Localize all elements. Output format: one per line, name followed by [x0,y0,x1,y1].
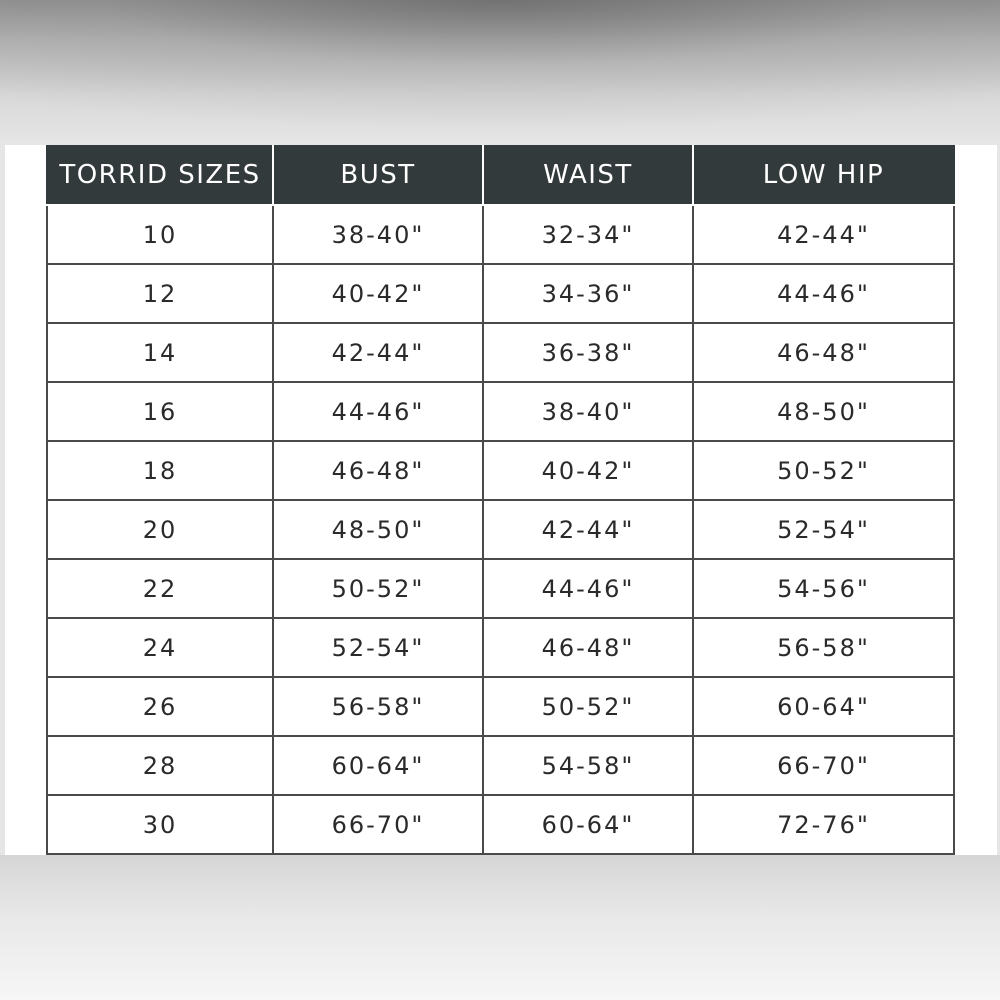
size-chart-sheet [5,145,997,855]
waist-cell: 46-48" [483,618,693,677]
low-hip-cell: 50-52" [693,441,954,500]
bust-cell: 44-46" [273,382,483,441]
size-cell: 26 [47,677,273,736]
low-hip-cell: 60-64" [693,677,954,736]
low-hip-cell: 56-58" [693,618,954,677]
size-cell: 14 [47,323,273,382]
bust-cell: 56-58" [273,677,483,736]
bust-cell: 66-70" [273,795,483,854]
low-hip-cell: 52-54" [693,500,954,559]
size-cell: 10 [47,205,273,264]
waist-cell: 34-36" [483,264,693,323]
header-waist: WAIST [483,145,693,205]
waist-cell: 44-46" [483,559,693,618]
size-cell: 20 [47,500,273,559]
bust-cell: 38-40" [273,205,483,264]
waist-cell: 40-42" [483,441,693,500]
waist-cell: 32-34" [483,205,693,264]
size-chart-table [46,145,955,855]
low-hip-cell: 54-56" [693,559,954,618]
table-row [47,559,954,618]
size-cell: 18 [47,441,273,500]
table-row [47,441,954,500]
low-hip-cell: 44-46" [693,264,954,323]
background-bottom [0,855,1000,1000]
size-cell: 12 [47,264,273,323]
bust-cell: 52-54" [273,618,483,677]
size-chart-body [47,205,954,854]
bust-cell: 60-64" [273,736,483,795]
waist-cell: 38-40" [483,382,693,441]
low-hip-cell: 42-44" [693,205,954,264]
table-row [47,205,954,264]
low-hip-cell: 46-48" [693,323,954,382]
waist-cell: 50-52" [483,677,693,736]
size-cell: 22 [47,559,273,618]
bust-cell: 46-48" [273,441,483,500]
bust-cell: 40-42" [273,264,483,323]
table-row [47,795,954,854]
waist-cell: 36-38" [483,323,693,382]
size-cell: 24 [47,618,273,677]
table-row [47,736,954,795]
bust-cell: 42-44" [273,323,483,382]
header-low-hip: LOW HIP [693,145,954,205]
table-row [47,500,954,559]
size-cell: 30 [47,795,273,854]
low-hip-cell: 72-76" [693,795,954,854]
size-cell: 16 [47,382,273,441]
table-row [47,323,954,382]
header-torrid-sizes: TORRID SIZES [47,145,273,205]
table-row [47,264,954,323]
header-row [47,145,954,205]
waist-cell: 54-58" [483,736,693,795]
bust-cell: 50-52" [273,559,483,618]
table-row [47,382,954,441]
background-top-shadow [0,0,1000,145]
waist-cell: 60-64" [483,795,693,854]
table-row [47,677,954,736]
low-hip-cell: 66-70" [693,736,954,795]
size-cell: 28 [47,736,273,795]
header-bust: BUST [273,145,483,205]
waist-cell: 42-44" [483,500,693,559]
bust-cell: 48-50" [273,500,483,559]
table-row [47,618,954,677]
low-hip-cell: 48-50" [693,382,954,441]
